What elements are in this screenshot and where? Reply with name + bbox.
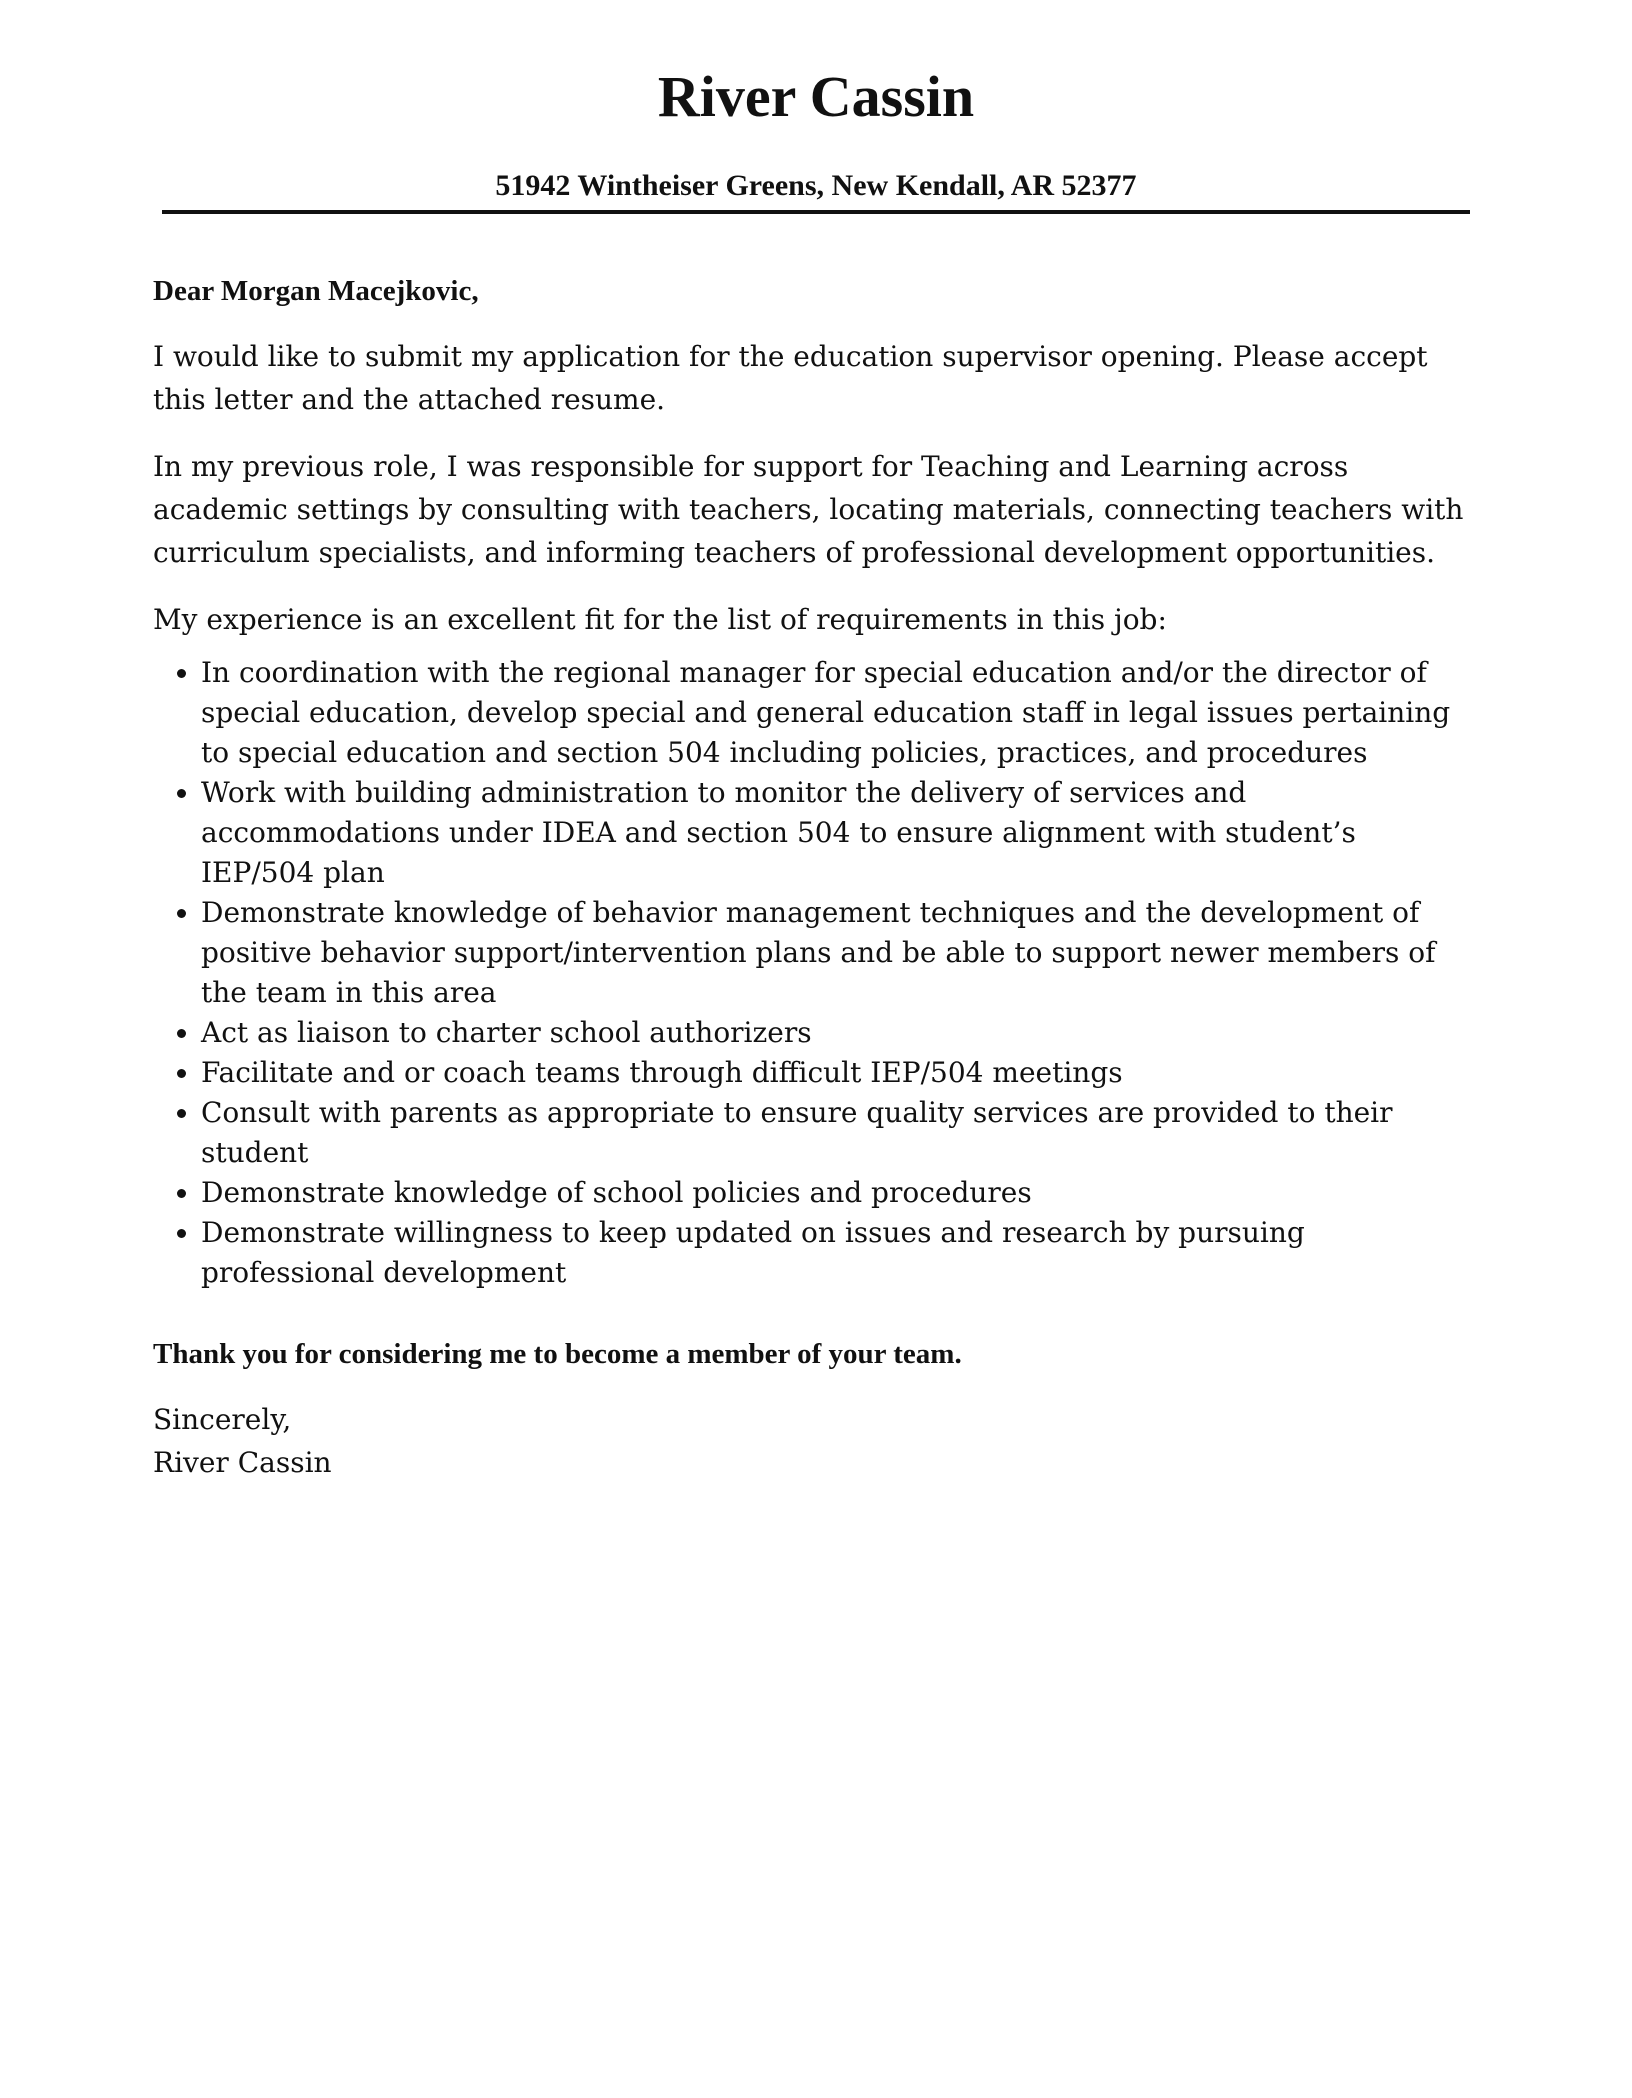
list-item — [153, 1093, 1473, 1173]
requirement-text: Demonstrate willingness to keep updated on issues and research by pursuing professional development — [201, 1216, 1305, 1289]
signature-name: River Cassin — [153, 1446, 332, 1479]
bullet-icon — [177, 1109, 186, 1118]
list-item — [153, 1213, 1473, 1293]
requirements-list — [153, 653, 1473, 1293]
bullet-icon — [177, 789, 186, 798]
header-divider — [162, 210, 1470, 214]
requirement-text: Demonstrate knowledge of behavior management techniques and the development of positive behavior support/intervention plans and be able to support newer members of the team in this area — [201, 896, 1436, 1009]
requirement-text: Work with building administration to monitor the delivery of services and accommodations under IDEA and section 504 to ensure alignment with student’s IEP/504 plan — [201, 776, 1356, 889]
signoff: Sincerely, — [153, 1403, 292, 1436]
letter-body — [153, 270, 1473, 1484]
bullet-icon — [177, 1229, 186, 1238]
bullet-icon — [177, 669, 186, 678]
experience-paragraph: In my previous role, I was responsible for support for Teaching and Learning across academic settings by consulting with teachers, locating materials, connecting teachers with curriculum specialists, and informing teachers of professional development opportunities. — [153, 450, 1464, 569]
list-item — [153, 893, 1473, 1013]
list-item — [153, 773, 1473, 893]
requirement-text: Demonstrate knowledge of school policies and procedures — [201, 1176, 1032, 1209]
list-item — [153, 1173, 1473, 1213]
closing-statement: Thank you for considering me to become a member of your team. — [153, 1338, 962, 1370]
requirements-intro-paragraph: My experience is an excellent fit for the list of requirements in this job: — [153, 603, 1167, 636]
bullet-icon — [177, 1189, 186, 1198]
requirement-text: Consult with parents as appropriate to ensure quality services are provided to their student — [201, 1096, 1393, 1169]
bullet-icon — [177, 909, 186, 918]
applicant-name-heading: River Cassin — [657, 64, 975, 129]
list-item — [153, 653, 1473, 773]
list-item — [153, 1053, 1473, 1093]
requirement-text: In coordination with the regional manager for special education and/or the director of special education, develop special and general education staff in legal issues pertaining to special education and section 504 including policies, practices, and procedures — [201, 656, 1451, 769]
requirement-text: Act as liaison to charter school authorizers — [201, 1016, 812, 1049]
applicant-address: 51942 Wintheiser Greens, New Kendall, AR 52377 — [495, 169, 1137, 202]
intro-paragraph: I would like to submit my application for the education supervisor opening. Please accept this letter and the attached resume. — [153, 340, 1428, 416]
bullet-icon — [177, 1069, 186, 1078]
list-item — [153, 1013, 1473, 1053]
salutation: Dear Morgan Macejkovic, — [153, 275, 479, 307]
requirement-text: Facilitate and or coach teams through difficult IEP/504 meetings — [201, 1056, 1123, 1089]
bullet-icon — [177, 1029, 186, 1038]
